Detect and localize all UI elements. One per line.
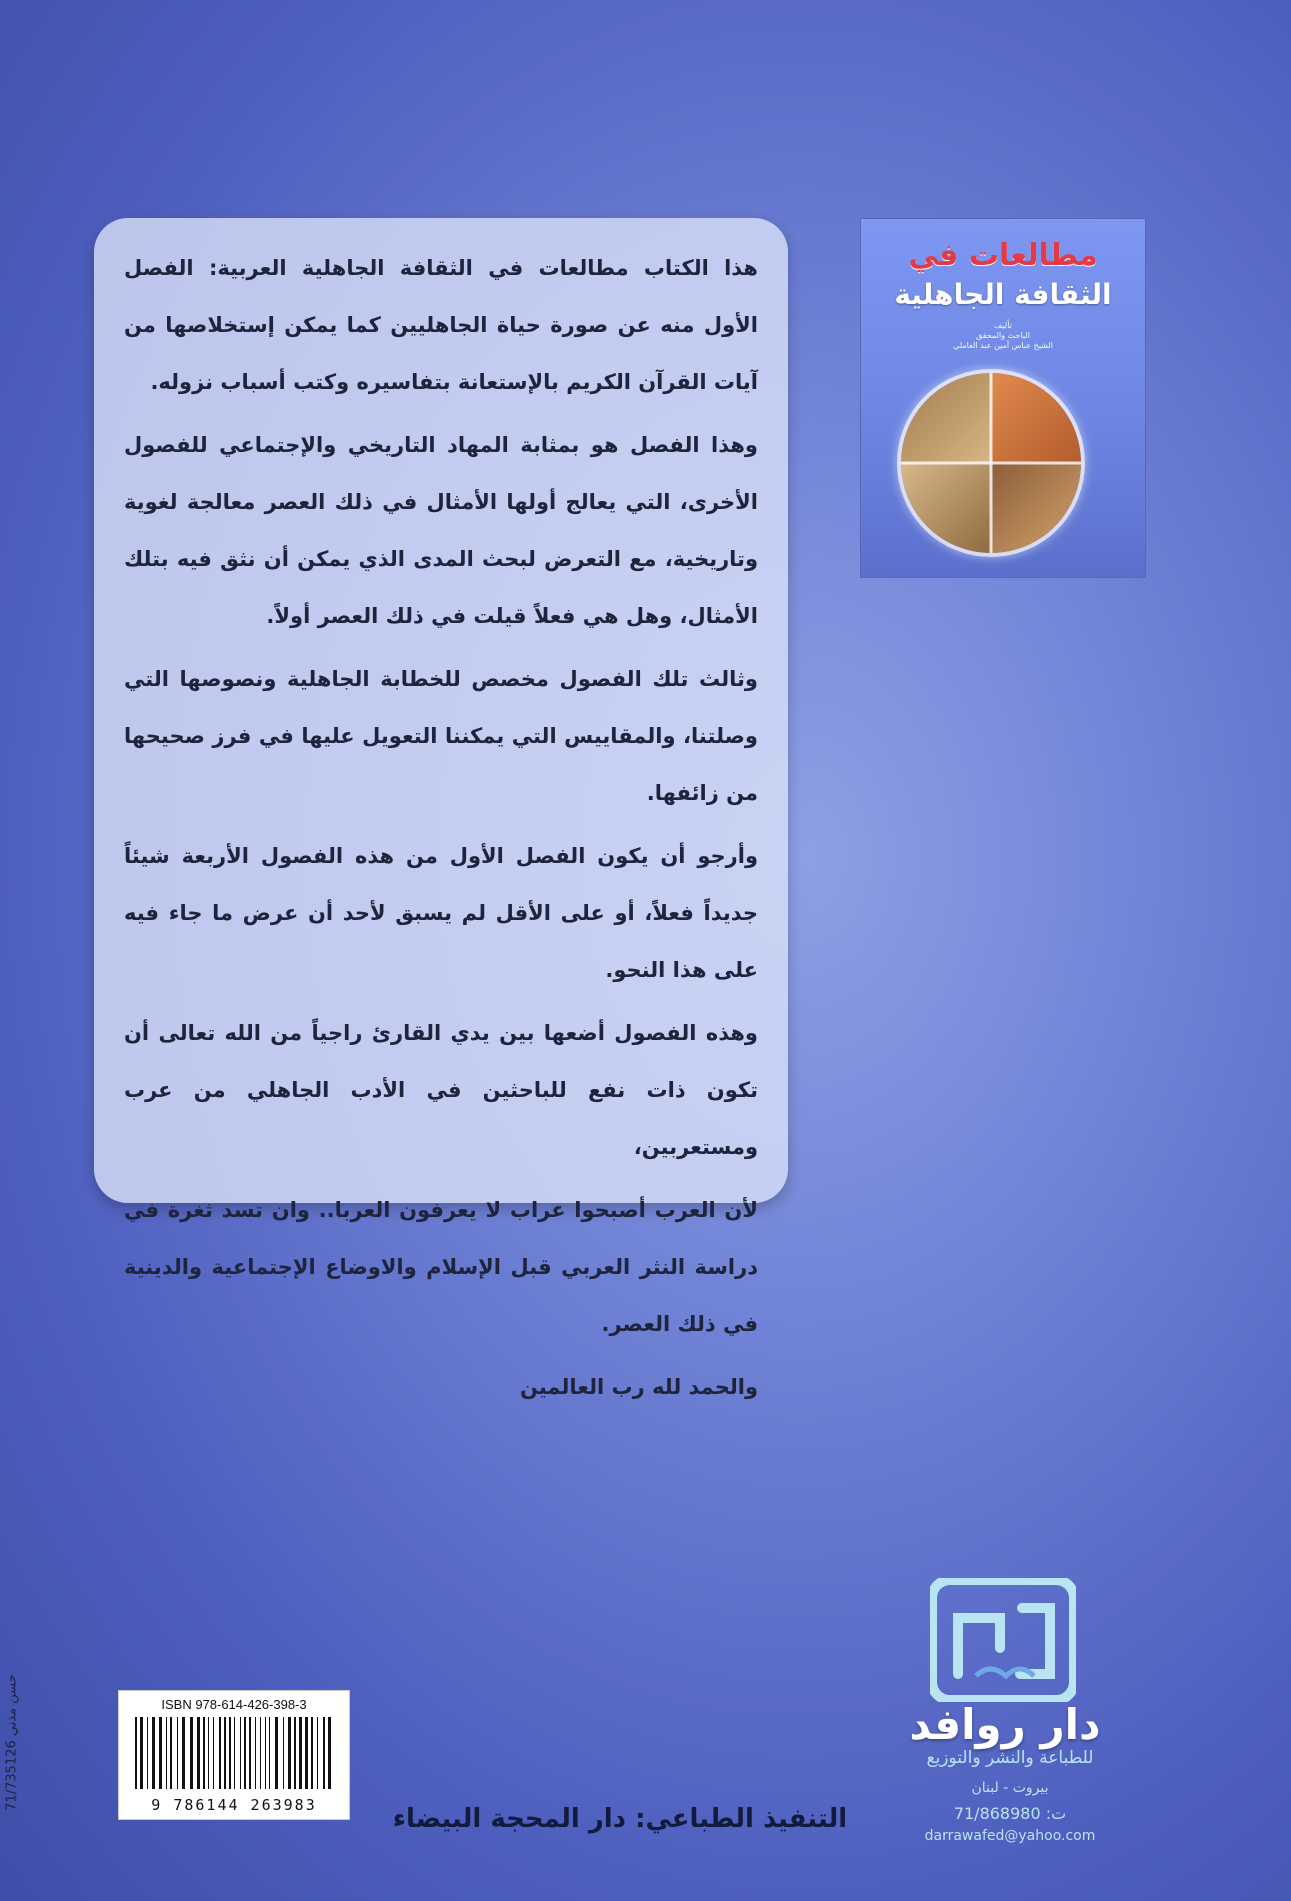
publisher-tagline: للطباعة والنشر والتوزيع (926, 1748, 1094, 1768)
barcode-bar (275, 1717, 278, 1789)
publisher-city: بيروت - لبنان (971, 1780, 1049, 1796)
barcode-bar (323, 1717, 325, 1789)
description-paragraph-6: لأن العرب أصبحوا عراب لا يعرفون العربا.. وان تسد ثغرة في دراسة النثر العربي قبل الإسلام والاوضاع الإجتماعية والدينية في ذلك العصر. (124, 1198, 758, 1336)
barcode-bar (269, 1717, 270, 1789)
barcode-bar (240, 1717, 241, 1789)
barcode-bar (219, 1717, 221, 1789)
side-designer-credit: حسن مدني 71/735126 (4, 1674, 20, 1811)
printer-credit: التنفيذ الطباعي: دار المحجة البيضاء (392, 1804, 848, 1834)
barcode-bar (147, 1717, 148, 1789)
barcode-bar (317, 1717, 318, 1789)
book-cover-medallion-image (897, 369, 1085, 557)
barcode-bar (177, 1717, 178, 1789)
barcode-bar (224, 1717, 226, 1789)
isbn-barcode (118, 1690, 350, 1820)
description-paragraph-4: وأرجو أن يكون الفصل الأول من هذه الفصول الأربعة شيئاً جديداً فعلاً، أو على الأقل لم يسبق لأحد أن عرض ما جاء فيه على هذا النحو. (124, 844, 758, 982)
barcode-bar (260, 1717, 261, 1789)
barcode-bar (288, 1717, 291, 1789)
barcode-bar (166, 1717, 167, 1789)
medallion-quadrant-4 (991, 463, 1081, 553)
barcode-bar (283, 1717, 284, 1789)
barcode-bar (265, 1717, 266, 1789)
isbn-text: ISBN 978-614-426-398-3 (161, 1697, 307, 1712)
barcode-bar (182, 1717, 185, 1789)
barcode-bar (229, 1717, 231, 1789)
barcode-bar (299, 1717, 302, 1789)
description-paragraph-1: هذا الكتاب مطالعات في الثقافة الجاهلية العربية: الفصل الأول منه عن صورة حياة الجاهليين كما يمكن إستخلاصها من آيات القرآن الكريم بالإستعانة بتفاسيره وكتب أسباب نزوله. (124, 256, 758, 394)
barcode-bar (203, 1717, 205, 1789)
publisher-email: darrawafed@yahoo.com (924, 1828, 1096, 1844)
barcode-bar (328, 1717, 331, 1789)
book-cover-title-line1: مطالعات في (908, 238, 1098, 273)
barcode-digits: 9 786144 263983 (151, 1796, 317, 1814)
medallion-divider-horizontal (901, 462, 1081, 465)
barcode-bar (213, 1717, 214, 1789)
publisher-logo-icon (930, 1578, 1076, 1702)
book-cover-thumbnail (860, 218, 1146, 578)
barcode-bar (140, 1717, 143, 1789)
description-closing: والحمد لله رب العالمين (519, 1375, 758, 1399)
medallion-quadrant-3 (901, 463, 991, 553)
book-description-panel (94, 218, 788, 1399)
barcode-bar (234, 1717, 235, 1789)
barcode-bar (208, 1717, 209, 1789)
barcode-bar (170, 1717, 172, 1789)
medallion-quadrant-1 (901, 373, 991, 463)
barcode-bar (159, 1717, 162, 1789)
barcode-bar (197, 1717, 200, 1789)
barcode-bar (305, 1717, 308, 1789)
book-cover-title-line2: الثقافة الجاهلية (894, 278, 1112, 311)
barcode-bars-icon (133, 1717, 337, 1789)
barcode-bar (249, 1717, 251, 1789)
book-cover-authors-line3: الشيخ عباس أمين عبد العاملي (953, 341, 1053, 350)
description-paragraph-2: وهذا الفصل هو بمثابة المهاد التاريخي والإجتماعي للفصول الأخرى، التي يعالج أولها الأمثال في ذلك العصر معالجة لغوية وتاريخية، مع التعرض لبحث المدى الذي يمكن أن نثق فيه بتلك الأمثال، وهل هي فعلاً قيلت في ذلك العصر أولاً. (124, 433, 758, 628)
description-paragraph-5: وهذه الفصول أضعها بين يدي القارئ راجياً من الله تعالى أن تكون ذات نفع للباحثين في الأدب الجاهلي من عرب ومستعربين، (124, 1021, 758, 1159)
book-cover-authors-line1: تأليف (994, 321, 1012, 330)
barcode-bar (152, 1717, 155, 1789)
publisher-name: دار روافد (909, 1700, 1101, 1749)
publisher-phone: ت: 71/868980 (953, 1804, 1067, 1823)
barcode-bar (135, 1717, 137, 1789)
description-paragraph-3: وثالث تلك الفصول مخصص للخطابة الجاهلية ونصوصها التي وصلتنا، والمقاييس التي يمكننا التعويل عليها في فرز صحيحها من زائفها. (124, 667, 758, 805)
book-cover-authors-line2: الباحث والمحقق (976, 331, 1030, 340)
barcode-bar (255, 1717, 256, 1789)
barcode-bar (190, 1717, 193, 1789)
medallion-quadrant-2 (991, 373, 1081, 463)
barcode-bar (311, 1717, 313, 1789)
barcode-bar (244, 1717, 246, 1789)
barcode-bar (294, 1717, 296, 1789)
book-cover-authors (861, 321, 1145, 351)
